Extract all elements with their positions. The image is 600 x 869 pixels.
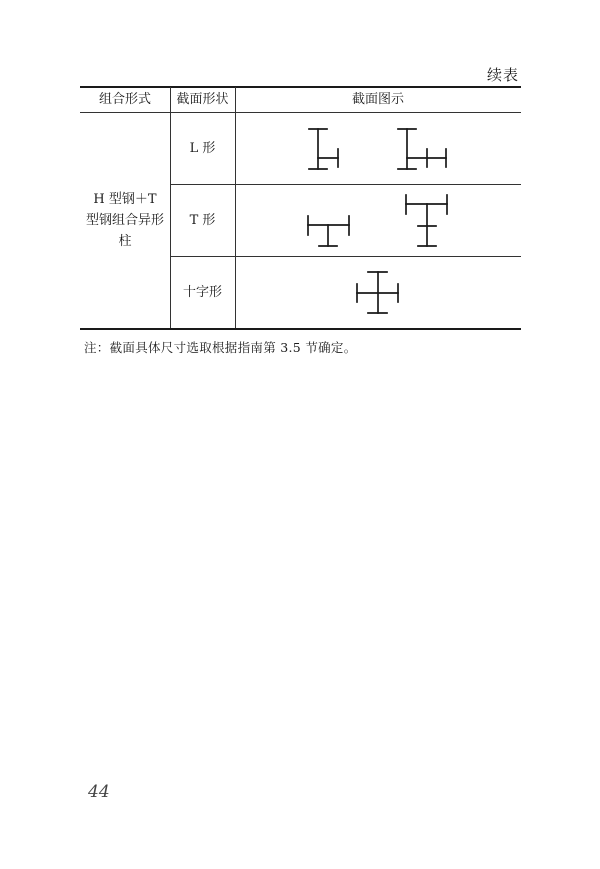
header-section-diagram: 截面图示 xyxy=(351,92,404,107)
cross-section-diagram xyxy=(350,265,406,321)
shape-cross: 十字形 xyxy=(182,285,222,300)
t-section-diagram-2 xyxy=(398,190,458,250)
table-bottom-rule xyxy=(80,328,521,330)
t-section-diagram-1 xyxy=(300,205,360,255)
header-section-shape: 截面形状 xyxy=(176,92,229,107)
column-divider-2 xyxy=(235,87,236,328)
l-section-diagram-1 xyxy=(300,120,360,180)
header-combination: 组合形式 xyxy=(98,92,151,107)
continued-label: 续表 xyxy=(486,66,519,84)
shape-l: L 形 xyxy=(189,141,216,156)
group-name: H 型钢＋T 型钢组合异形柱 xyxy=(85,192,164,249)
shape-t: T 形 xyxy=(189,213,216,228)
page-number: 44 xyxy=(88,782,110,802)
group-cell xyxy=(80,113,170,328)
table-note: 注：截面具体尺寸选取根据指南第 3.5 节确定。 xyxy=(84,340,357,355)
l-section-diagram-2 xyxy=(390,120,460,180)
